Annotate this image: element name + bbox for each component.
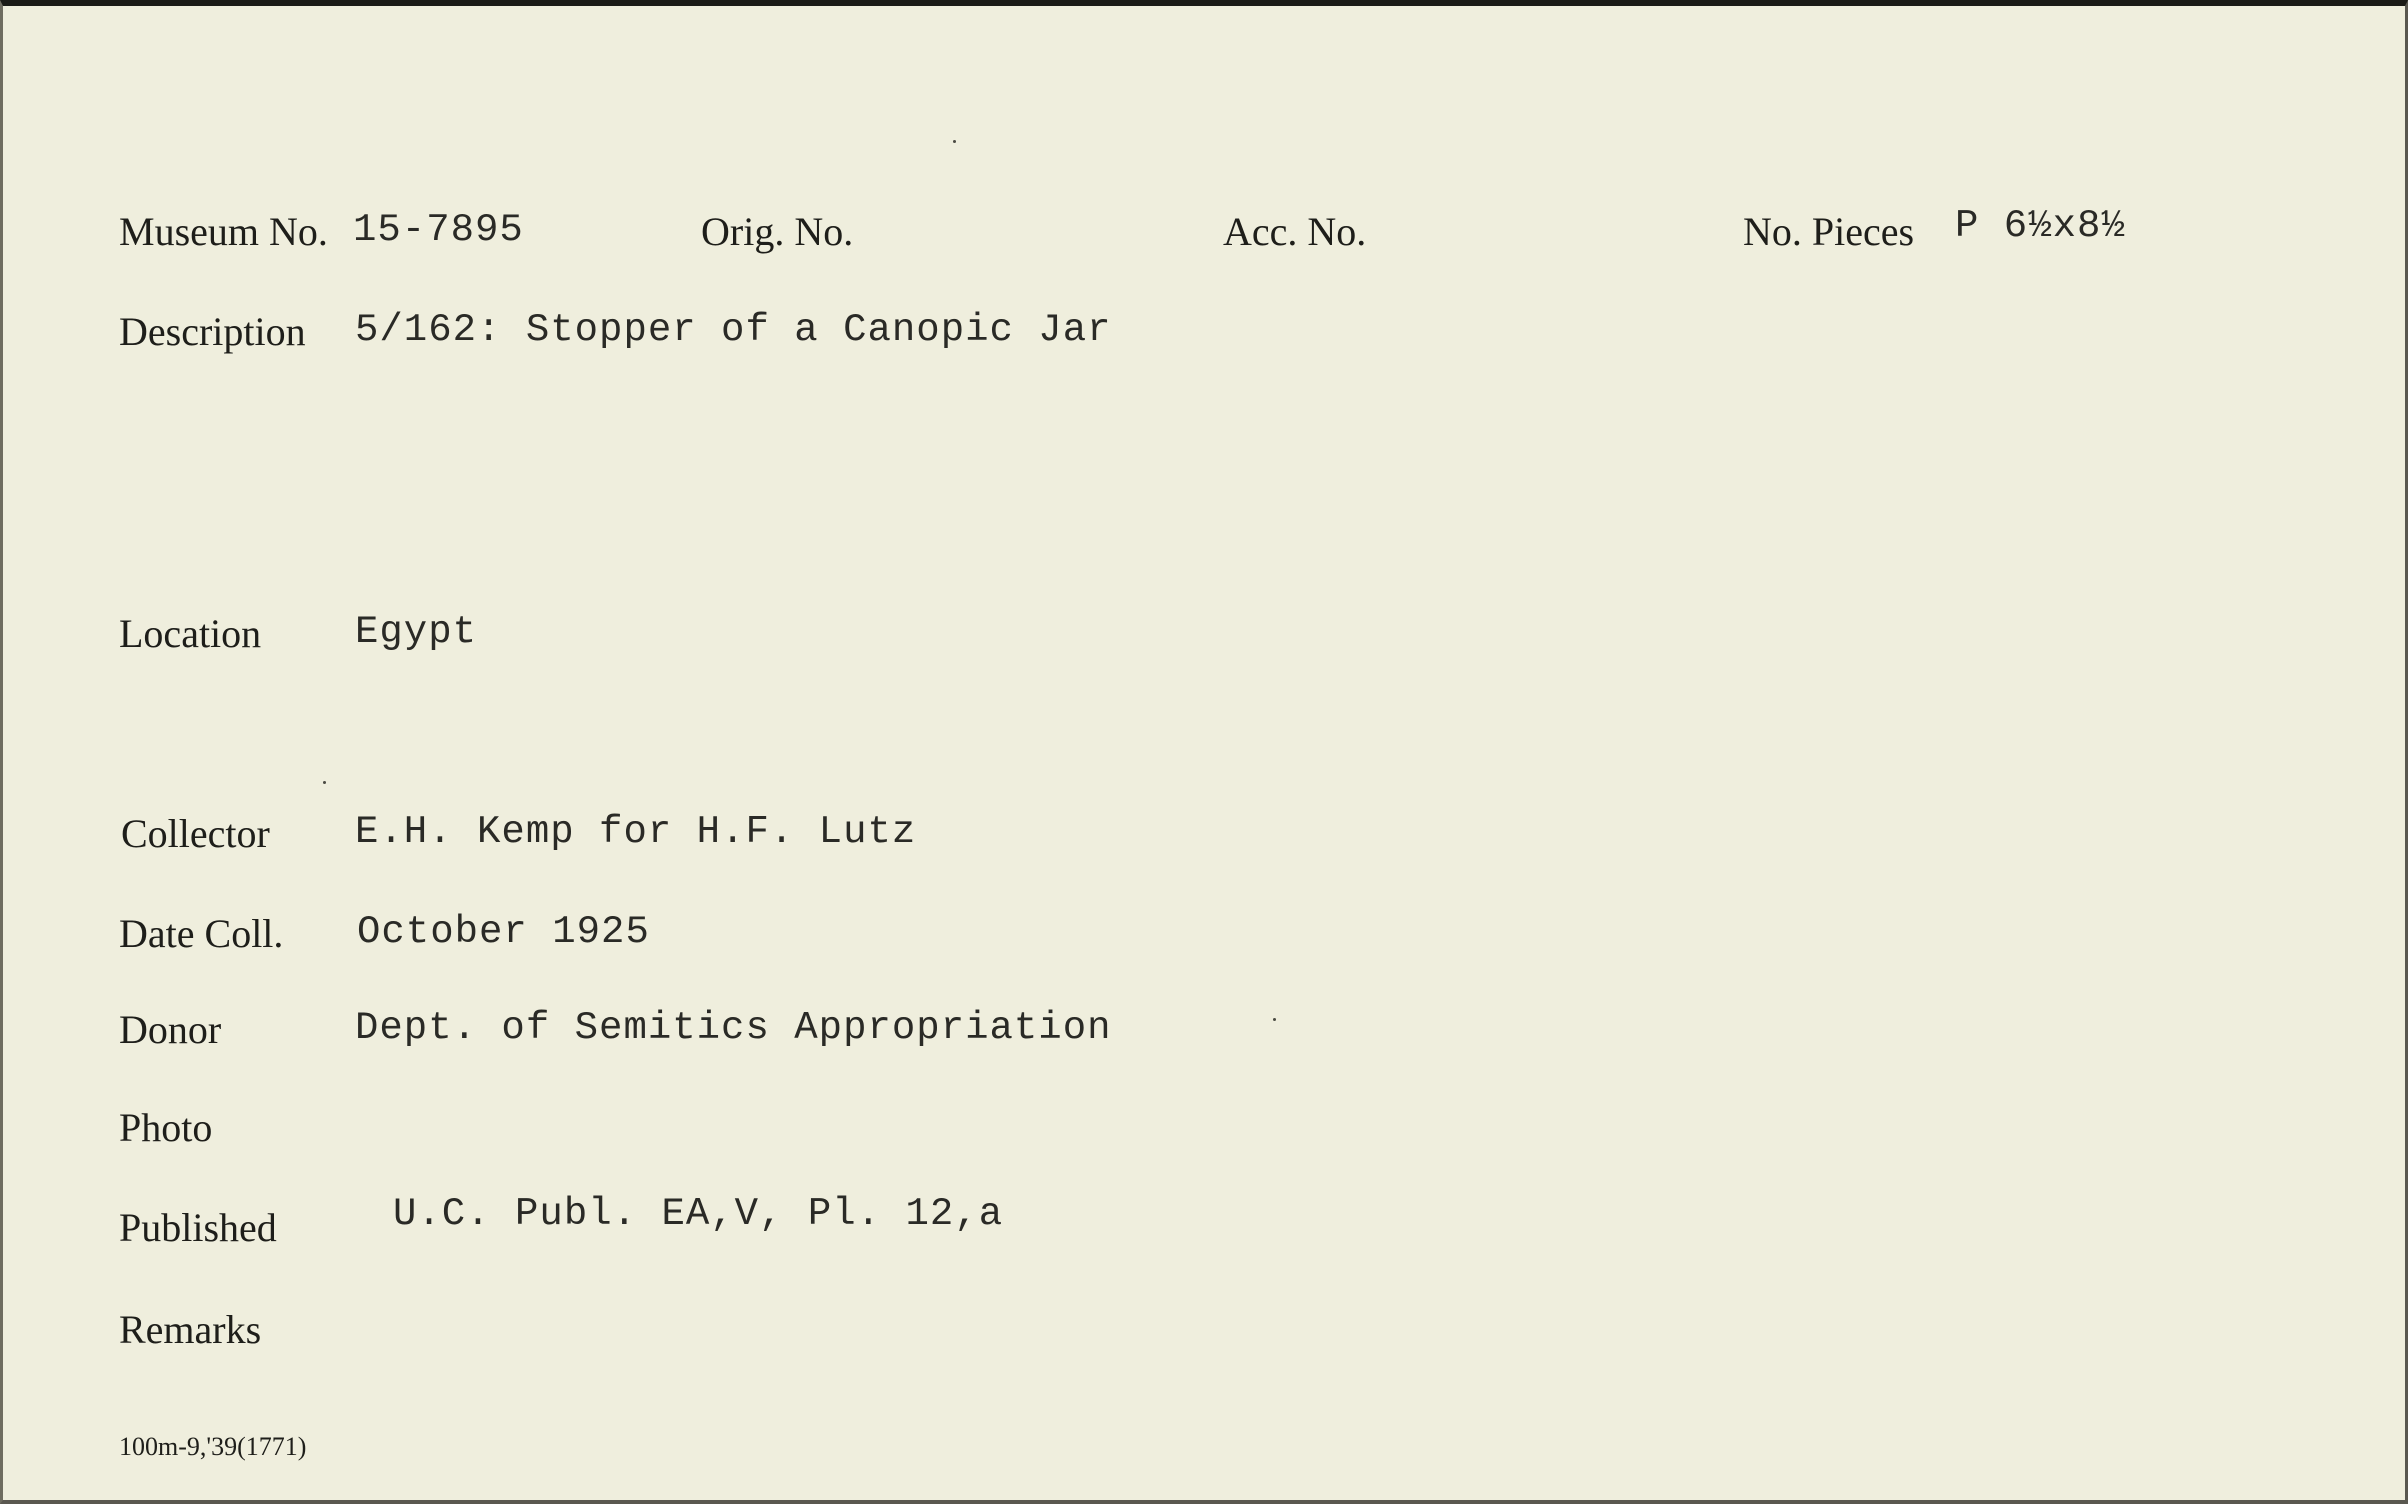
location-value: Egypt bbox=[355, 610, 478, 654]
orig-no-label: Orig. No. bbox=[701, 209, 854, 254]
date-coll-label: Date Coll. bbox=[119, 911, 284, 956]
published-label: Published bbox=[119, 1205, 277, 1250]
paper-speck bbox=[1273, 1018, 1276, 1021]
donor-label: Donor bbox=[119, 1007, 222, 1052]
photo-label: Photo bbox=[119, 1105, 213, 1150]
no-pieces-value: P 6½x8½ bbox=[1955, 204, 2126, 248]
museum-no-value: 15-7895 bbox=[353, 208, 524, 252]
donor-value: Dept. of Semitics Appropriation bbox=[355, 1006, 1112, 1050]
published-value: U.C. Publ. EA,V, Pl. 12,a bbox=[393, 1192, 1004, 1236]
collector-label: Collector bbox=[121, 811, 270, 856]
remarks-label: Remarks bbox=[119, 1307, 262, 1352]
paper-speck bbox=[323, 781, 326, 784]
paper-speck bbox=[953, 140, 956, 143]
date-coll-value: October 1925 bbox=[357, 910, 650, 954]
acc-no-label: Acc. No. bbox=[1223, 209, 1367, 254]
description-label: Description bbox=[119, 309, 306, 354]
footer-print-code: 100m-9,'39(1771) bbox=[119, 1432, 307, 1461]
collector-value: E.H. Kemp for H.F. Lutz bbox=[355, 810, 917, 854]
description-value: 5/162: Stopper of a Canopic Jar bbox=[355, 308, 1112, 352]
location-label: Location bbox=[119, 611, 262, 656]
no-pieces-label: No. Pieces bbox=[1743, 209, 1915, 254]
museum-no-label: Museum No. bbox=[119, 209, 328, 254]
